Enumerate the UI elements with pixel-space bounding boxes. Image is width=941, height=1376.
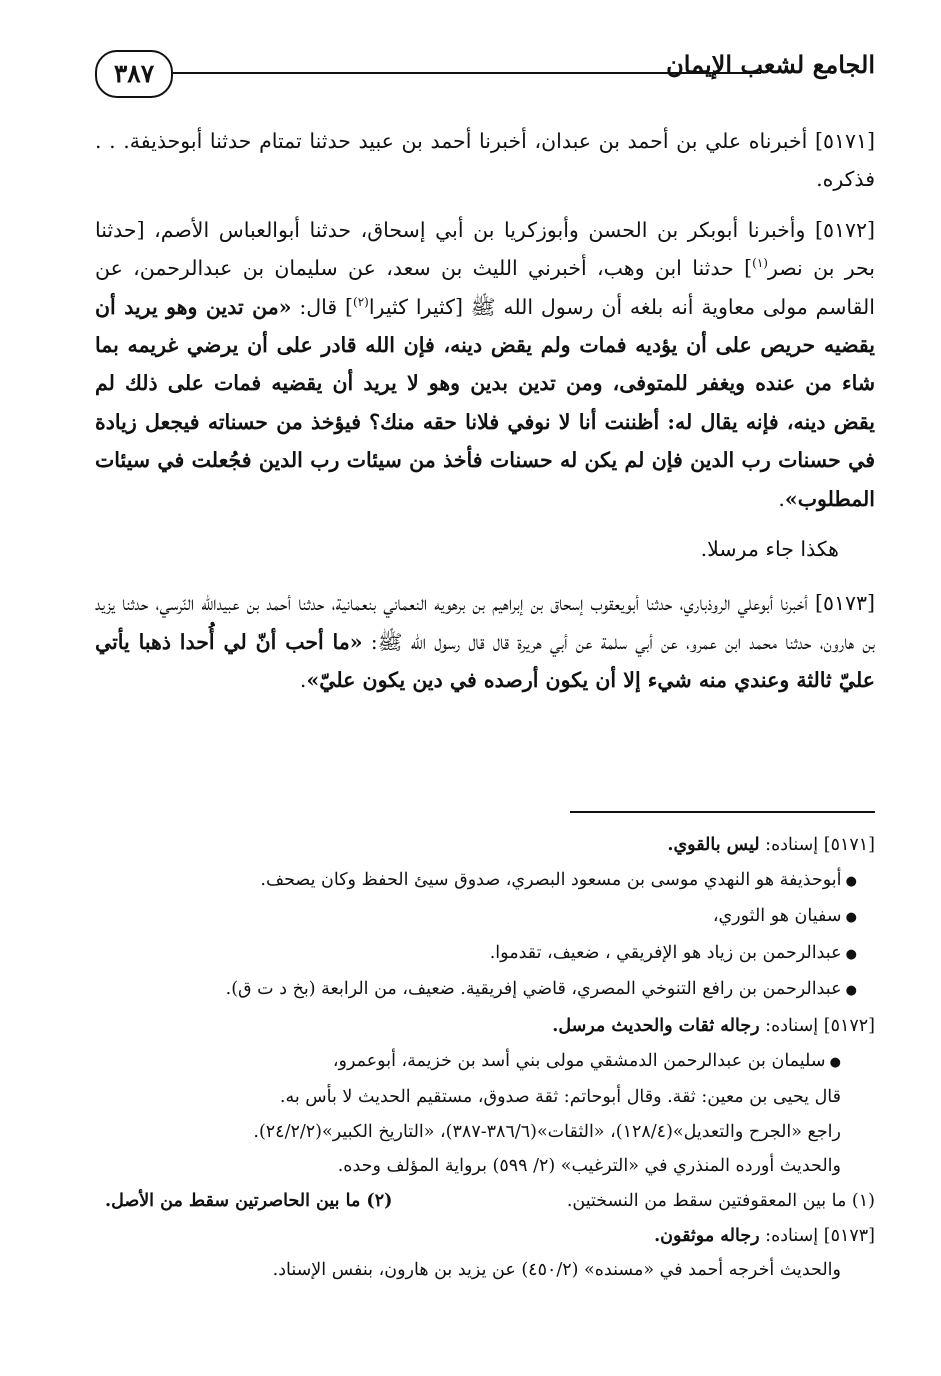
note-5171-heading: [٥١٧١] إسناده: ليس بالقوي.	[667, 835, 875, 855]
page-header	[95, 46, 875, 102]
footnote-ref-2: (٢)	[353, 294, 369, 309]
hadith-5173: [٥١٧٣] أخبرنا أبوعلي الروذباري، حدثنا أبويعقوب إسحاق بن إبراهيم بن برهويه النعماني بنعمانية، حدثنا أحمد بن عبيدالله النّرسي، حدثنا يزيد بن هارون، حدثنا محمد ابن عمرو، عن أبي سلمة عن أبي هريرة قال قال رسول الله ﷺ: «ما أحب أنّ لي أُحدا ذهبا يأتي عليّ ثالثة وعندي منه شيء إلا أن يكون أرصده في دين يكون عليّ».	[95, 591, 876, 693]
note-5172-line: راجع «الجرح والتعديل»(١٢٨/٤)، «الثقات»(٣٨٦/٦-٣٨٧)، «التاريخ الكبير»(٢٤/٢/٢).	[253, 1121, 841, 1142]
mursal-remark: هكذا جاء مرسلا.	[700, 537, 839, 562]
note-5171-item: ● عبدالرحمن بن زياد هو الإفريقي ، ضعيف، تقدموا.	[95, 936, 875, 973]
note-5172-heading: [٥١٧٢] إسناده: رجاله ثقات والحديث مرسل.	[552, 1015, 875, 1036]
note-5172-item: ● سليمان بن عبدالرحمن الدمشقي مولى بني أسد بن خزيمة، أبوعمرو،	[95, 1044, 875, 1081]
note-5173-line: والحديث أخرجه أحمد في «مسنده» (٤٥٠/٢) عن يزيد بن هارون، بنفس الإسناد.	[272, 1260, 841, 1281]
footnotes	[95, 828, 875, 1288]
note-5171-item: ● عبدالرحمن بن رافع التنوخي المصري، قاضي إفريقية. ضعيف، من الرابعة (بخ د ت ق).	[95, 972, 875, 1009]
footnote-1: (١) ما بين المعقوفتين سقط من النسختين.	[566, 1190, 875, 1211]
footnote-separator	[570, 811, 875, 813]
hadith-5172: [٥١٧٢] وأخبرنا أبوبكر بن الحسن وأبوزكريا بن أبي إسحاق، حدثنا أبوالعباس الأصم، [حدثنا بحر بن نصر$^{(١)}$] حدثنا ابن وهب، أخبرني الليث بن سعد، عن سليمان بن عبدالرحمن، عن القاسم مولى معاوية أنه بلغه أن رسول الله ﷺ [كثيرا كثيرا$^{(٢)}$] قال: «من تدين وهو يريد أن يقضيه حريص على أن يؤديه فمات ولم يقض دينه، فإن الله قادر على أن يرضي غريمه بما شاء من عنده ويغفر للمتوفى، ومن تدين بدين وهو لا يريد أن يقضيه فمات على ذلك لم يقض دينه، فإنه يقال له: أظننت أنا لا نوفي فلانا حقه منك؟ فيؤخذ من حسناته فيجعل زيادة في حسنات رب الدين فإن لم يكن له حسنات فأخذ من سيئات رب الدين فجُعلت في سيئات المطلوب».	[95, 217, 876, 511]
hadith-5171: [٥١٧١] أخبرناه علي بن أحمد بن عبدان، أخبرنا أحمد بن عبيد حدثنا تمتام حدثنا أبوحذيفة. . . فذكره.	[95, 129, 875, 192]
footnote-2: (٢) ما بين الحاصرتين سقط من الأصل.	[105, 1190, 393, 1211]
hadith-5172-matn: «من تدين وهو يريد أن يقضيه حريص على أن يؤديه فمات ولم يقض دينه، فإن الله قادر على أن يرضي غريمه بما شاء من عنده ويغفر للمتوفى، ومن تدين بدين وهو لا يريد أن يقضيه فمات على ذلك لم يقض دينه، فإنه يقال له: أظننت أنا لا نوفي فلانا حقه منك؟ فيؤخذ من حسناته فيجعل زيادة في حسنات رب الدين فإن لم يكن له حسنات فأخذ من سيئات رب الدين فجُعلت في سيئات المطلوب»	[95, 294, 875, 511]
book-title: الجامع لشعب الإيمان	[666, 50, 875, 79]
footnotes-row	[95, 1184, 875, 1219]
hadith-5173-matn: «ما أحب أنّ لي أُحدا ذهبا يأتي عليّ ثالثة وعندي منه شيء إلا أن يكون أرصده في دين يكون عليّ»	[95, 629, 875, 693]
note-5172-line: والحديث أورده المنذري في «الترغيب» (٢/ ٥٩٩) برواية المؤلف وحده.	[337, 1156, 841, 1177]
note-5173-heading: [٥١٧٣] إسناده: رجاله موثقون.	[654, 1225, 875, 1246]
footnote-ref-1: (١)	[752, 256, 768, 271]
note-5171-item: ● سفيان هو الثوري،	[95, 899, 875, 936]
page-number-badge: ٣٨٧	[95, 50, 173, 98]
note-5172-line: قال يحيى بن معين: ثقة. وقال أبوحاتم: ثقة صدوق، مستقيم الحديث لا بأس به.	[279, 1087, 841, 1108]
main-text	[95, 122, 875, 712]
note-5171-item: ● أبوحذيفة هو النهدي موسى بن مسعود البصري، صدوق سيئ الحفظ وكان يصحف.	[95, 863, 875, 900]
